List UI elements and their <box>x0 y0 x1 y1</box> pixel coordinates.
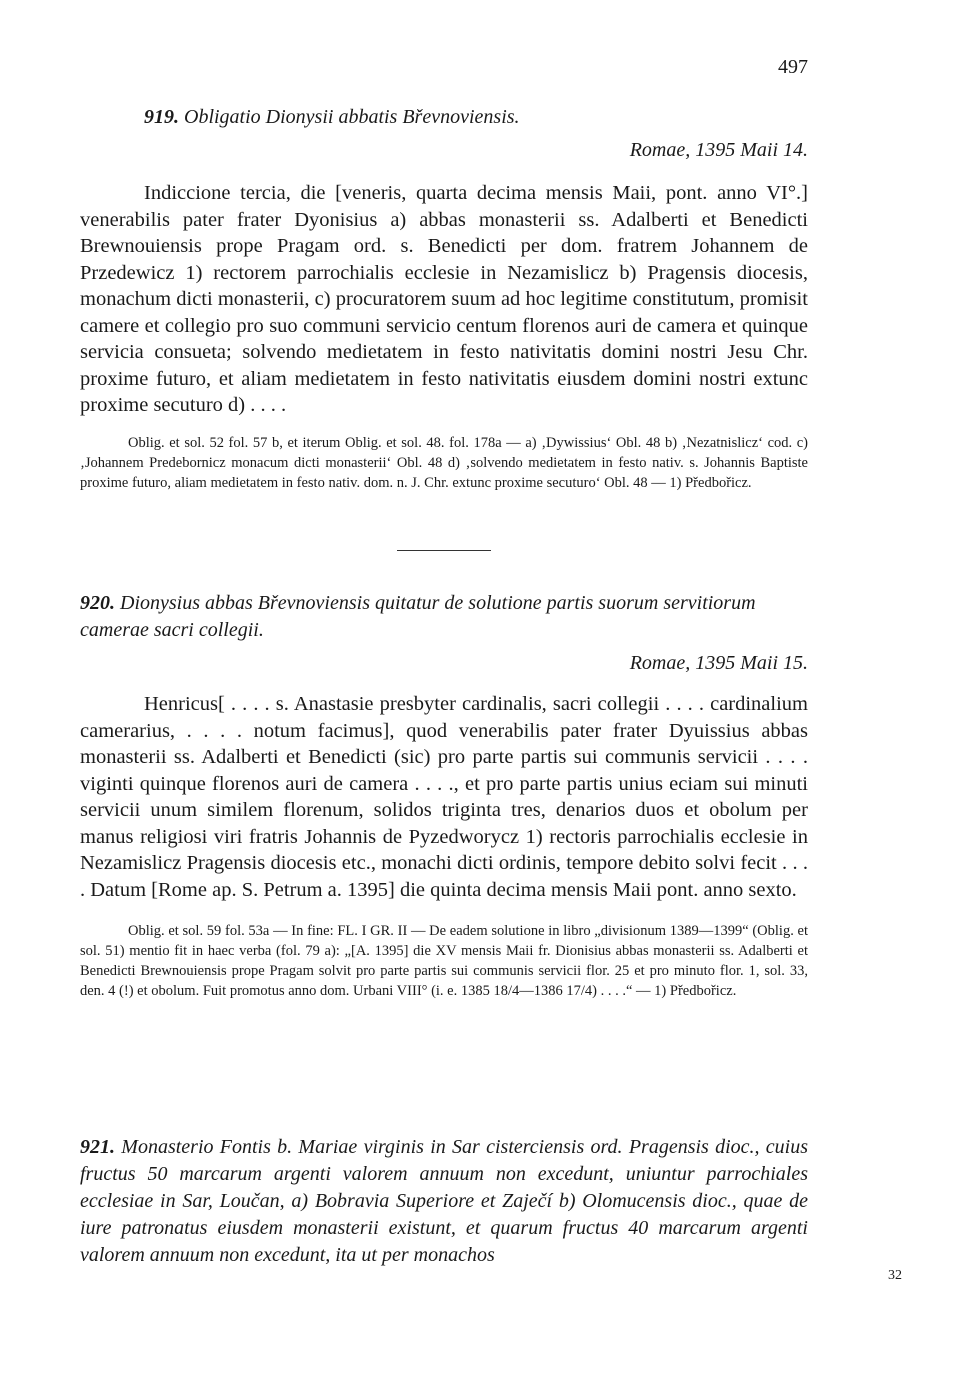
document-920-body: Henricus[ . . . . s. Anastasie presbyter cardinalis, sacri collegii . . . . cardinalium camerarius, . . . . notum facimus], quod venerabilis pater frater Dyuissius abbas monasterii ss. Adalberti et Benedicti (sic) pro parte partis sui communis servicii . . . . viginti quinque florenos auri de camera . . . ., et pro parte partis unius eciam sui minuti servicii unum similem florenum, solidos triginta tres, denarios duos et obolum per manus religiosi viri fratris Johannis de Pyzedworycz 1) rectoris parrochialis ecclesie in Nezamislicz Pragensis diocesis etc., monachi dicti ordinis, tempore debito solvi fecit . . . . Datum [Rome ap. S. Petrum a. 1395] die quinta decima mensis Maii pont. anno sexto. <box>80 693 808 901</box>
document-920-title: Dionysius abbas Břevnoviensis quitatur de solutione partis suorum servitiorum camerae sacri collegii. <box>80 592 756 641</box>
document-920 <box>80 590 808 1001</box>
page-number: 497 <box>778 56 808 78</box>
document-919-title: Obligatio Dionysii abbatis Břevnoviensis. <box>184 106 520 128</box>
section-divider <box>397 550 491 551</box>
document-919-heading <box>80 104 808 131</box>
document-920-body-section <box>80 691 808 903</box>
document-919 <box>80 104 808 493</box>
document-919-number: 919. <box>144 106 179 128</box>
document-920-date: Romae, 1395 Maii 15. <box>629 652 808 674</box>
document-921-number: 921. <box>80 1136 115 1158</box>
document-921 <box>80 1134 808 1269</box>
document-919-date: Romae, 1395 Maii 14. <box>629 139 808 161</box>
document-920-notes-section <box>80 921 808 1001</box>
document-920-heading <box>80 590 808 644</box>
document-920-notes: Oblig. et sol. 59 fol. 53a — In fine: FL. I GR. II — De eadem solutione in libro „divisionum 1389—1399“ (Oblig. et sol. 51) mentio fit in haec verba (fol. 79 a): „[A. 1395] die XV mensis Maii fr. Dionisius abbas monasterii ss. Adalberti et Benedicti Brewnouiensis prope Pragam solvit pro parte partis sui communis servicii flor. 25 et pro minuto flor. 1, sol. 33, den. 4 (!) et obolum. Fuit promotus anno dom. Urbani VIII° (i. e. 1385 18/4—1386 17/4) . . . .“ — 1) Předbořicz. <box>80 923 808 999</box>
document-919-body-section <box>80 180 808 419</box>
document-919-notes: Oblig. et sol. 52 fol. 57 b, et iterum Oblig. et sol. 48. fol. 178a — a) ‚Dywissius‘ Obl. 48 b) ‚Nezatnislicz‘ cod. c) ‚Johannem Predebornicz monacum dicti monasterii‘ Obl. 48 d) ‚solvendo medietatem in festo nativ. s. Johannis Baptiste proxime futuro, aliam medietatem in festo nativ. dom. n. J. Chr. extunc proxime secuturo‘ Obl. 48 — 1) Předbořicz. <box>80 434 808 491</box>
document-921-title: Monasterio Fontis b. Mariae virginis in Sar cisterciensis ord. Pragensis dioc., cuius fructus 50 marcarum argenti valorem annuum non excedunt, uniuntur parrochiales ecclesiae in Sar, Loučan, a) Bobravia Superiore et Zaječí b) Olomucensis dioc., quae de iure patronatus eiusdem monasterii existunt, et quarum fructus 40 marcarum argenti valorem annuum non excedunt, ita ut per monachos <box>80 1136 809 1266</box>
document-920-number: 920. <box>80 592 115 614</box>
document-921-heading <box>80 1134 808 1269</box>
document-919-notes-section <box>80 433 808 493</box>
document-919-body: Indiccione tercia, die [veneris, quarta decima mensis Maii, pont. anno VI°.] venerabilis pater frater Dyonisius a) abbas monasterii ss. Adalberti et Benedicti Brewnouiensis prope Pragam ord. s. Benedicti per dom. fratrem Johannem de Przedewicz 1) rectorem parrochialis ecclesie in Nezamislicz b) Pragensis diocesis, monachum dicti monasterii, c) procuratorem suum ad hoc legitime constitutum, promisit camere et collegio pro suo communi servicio centum florenos auri de camera et quinque servicia consueta; solvendo medietatem in festo nativitatis domini nostri Jesu Chr. proxime futuro, et aliam medietatem in festo nativitatis eiusdem domini nostri extunc proxime secuturo d) . . . . <box>80 182 808 416</box>
sheet-signature: 32 <box>888 1268 902 1283</box>
